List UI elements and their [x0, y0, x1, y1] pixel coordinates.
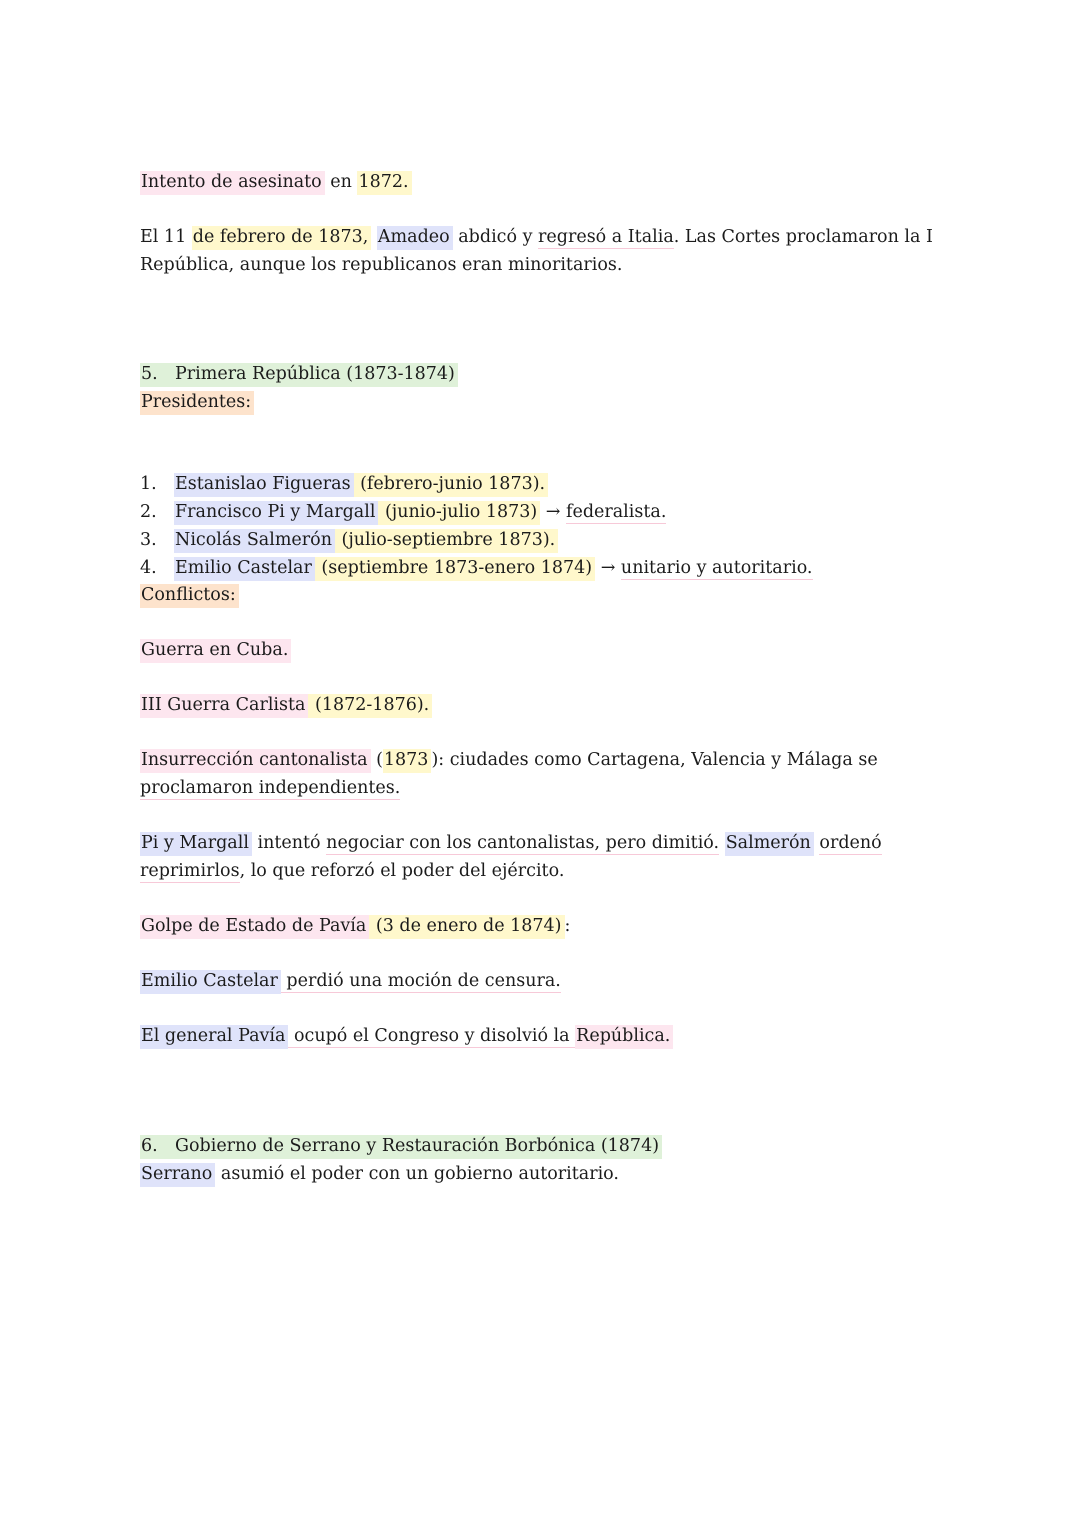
conflict-cantonal-insurrection: Insurrección cantonalista (1873 ): ciudades como Cartagena, Valencia y Málaga se proclamaron independientes.	[140, 750, 878, 798]
list-item: 1. Estanislao Figueras (febrero-junio 1873).	[140, 470, 940, 498]
paragraph-assassination: Intento de asesinato en 1872.	[140, 168, 940, 196]
paragraph-serrano: Serrano asumió el poder con un gobierno autoritario.	[140, 1160, 940, 1188]
presidentes-label: Presidentes:	[140, 388, 940, 416]
paragraph-abdication: El 11 de febrero de 1873, Amadeo abdicó y regresó a Italia. Las Cortes proclamaron la I República, aunque los republicanos eran minoritarios.	[140, 227, 933, 275]
list-item: 4. Emilio Castelar (septiembre 1873-enero 1874) → unitario y autoritario.	[140, 554, 940, 582]
list-item: 3. Nicolás Salmerón (julio-septiembre 1873).	[140, 526, 940, 554]
highlight-date-1873: de febrero de 1873,	[192, 226, 372, 250]
list-item: 2. Francisco Pi y Margall (junio-julio 1873) → federalista.	[140, 498, 940, 526]
paragraph-castelar-censure: Emilio Castelar perdió una moción de censura.	[140, 967, 940, 995]
section-heading-5: 5. Primera República (1873-1874)	[140, 360, 940, 388]
paragraph-pavia-congress: El general Pavía ocupó el Congreso y disolvió la República.	[140, 1022, 940, 1050]
paragraph-pi-margall-salmeron: Pi y Margall intentó negociar con los cantonalistas, pero dimitió. Salmerón ordenó reprimirlos, lo que reforzó el poder del ejército.	[140, 833, 882, 881]
conflictos-label: Conflictos:	[140, 581, 940, 609]
presidents-list	[140, 470, 940, 582]
arrow-icon: →	[595, 558, 621, 578]
conflict-carlist-war: III Guerra Carlista (1872-1876).	[140, 691, 940, 719]
arrow-icon: →	[540, 502, 566, 522]
highlight-assassination: Intento de asesinato	[140, 171, 325, 195]
highlight-year-1872: 1872.	[357, 171, 411, 195]
highlight-amadeo: Amadeo	[377, 226, 453, 250]
underline-italia: regresó a Italia	[538, 227, 674, 247]
conflict-cuba: Guerra en Cuba.	[140, 636, 940, 664]
section-heading-6: 6. Gobierno de Serrano y Restauración Borbónica (1874)	[140, 1132, 940, 1160]
coup-pavia: Golpe de Estado de Pavía (3 de enero de 1874) :	[140, 912, 940, 940]
